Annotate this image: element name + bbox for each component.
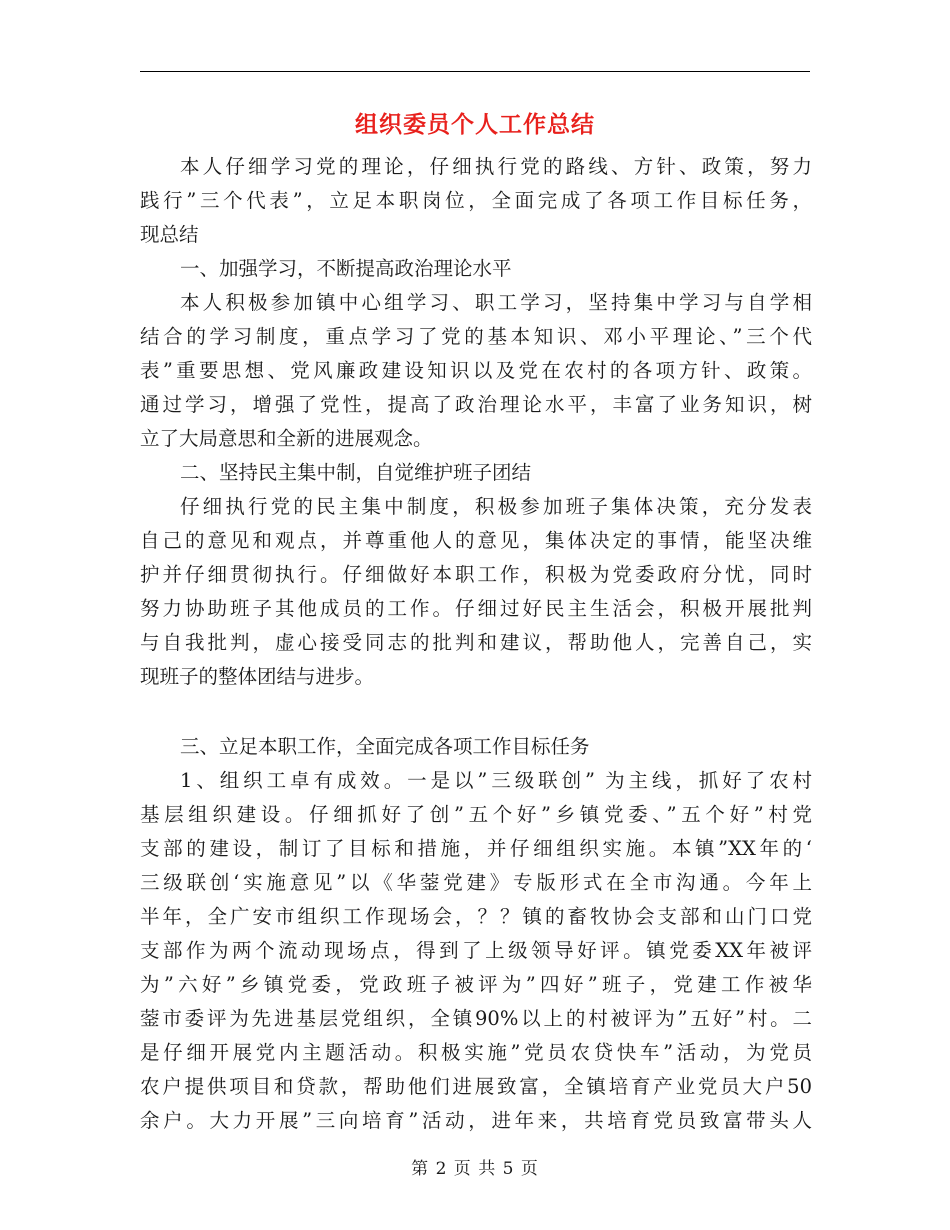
text-line: 自己的意见和观点，并尊重他人的意见，集体决定的事情，能坚决维 [140, 529, 812, 552]
text-line: 基层组织建设。仔细抓好了创”五个好”乡镇党委、”五个好”村党 [140, 803, 812, 826]
text-line: 现总结 [140, 223, 199, 246]
header-rule [140, 71, 810, 72]
text-line: 半年，全广安市组织工作现场会，？？镇的畜牧协会支部和山门口党 [140, 905, 812, 928]
text-line: 本人仔细学习党的理论，仔细执行党的路线、方针、政策，努力 [180, 155, 812, 178]
text-line: 努力协助班子其他成员的工作。仔细过好民主生活会，积极开展批判 [140, 597, 812, 620]
text-line: 是仔细开展党内主题活动。积极实施”党员农贷快车”活动，为党员 [140, 1041, 812, 1064]
text-line: 二、坚持民主集中制，自觉维护班子团结 [180, 461, 532, 484]
page-number-footer: 第 2 页 共 5 页 [411, 1159, 539, 1179]
text-line: 为”六好”乡镇党委，党政班子被评为”四好”班子，党建工作被华 [140, 973, 812, 996]
text-line: 支部作为两个流动现场点，得到了上级领导好评。镇党委XX年被评 [140, 939, 812, 962]
text-line: 与自我批判，虚心接受同志的批判和建议，帮助他人，完善自己，实 [140, 631, 812, 654]
text-line: 表”重要思想、党风廉政建设知识以及党在农村的各项方针、政策。 [140, 359, 812, 382]
text-line: 农户提供项目和贷款，帮助他们进展致富，全镇培育产业党员大户50 [140, 1075, 812, 1098]
text-line: 通过学习，增强了党性，提高了政治理论水平，丰富了业务知识，树 [140, 393, 812, 416]
text-line: 支部的建设，制订了目标和措施，并仔细组织实施。本镇”XX年的‘ [140, 837, 812, 860]
text-line: 蓥市委评为先进基层党组织，全镇90%以上的村被评为”五好”村。二 [140, 1007, 812, 1030]
document-body [140, 150, 812, 1138]
text-line: 仔细执行党的民主集中制度，积极参加班子集体决策，充分发表 [180, 495, 812, 518]
text-line: 三级联创‘实施意见”以《华蓥党建》专版形式在全市沟通。今年上 [140, 871, 812, 894]
text-line: 现班子的整体团结与进步。 [140, 665, 375, 688]
text-line: 护并仔细贯彻执行。仔细做好本职工作，积极为党委政府分忧，同时 [140, 563, 812, 586]
document-title: 组织委员个人工作总结 [355, 111, 595, 138]
text-line: 践行”三个代表”，立足本职岗位，全面完成了各项工作目标任务， [140, 189, 812, 212]
text-line: 立了大局意思和全新的进展观念。 [140, 427, 433, 450]
text-line: 本人积极参加镇中心组学习、职工学习，坚持集中学习与自学相 [180, 291, 812, 314]
text-line: 1、组织工卓有成效。一是以”三级联创” 为主线，抓好了农村 [180, 769, 812, 792]
text-line: 结合的学习制度，重点学习了党的基本知识、邓小平理论、”三个代 [140, 325, 812, 348]
blank-line [140, 694, 812, 730]
text-line: 一、加强学习，不断提高政治理论水平 [180, 257, 512, 280]
text-line: 余户。大力开展”三向培育”活动，进年来，共培育党员致富带头人 [140, 1109, 812, 1132]
text-line: 三、立足本职工作，全面完成各项工作目标任务 [180, 735, 590, 758]
